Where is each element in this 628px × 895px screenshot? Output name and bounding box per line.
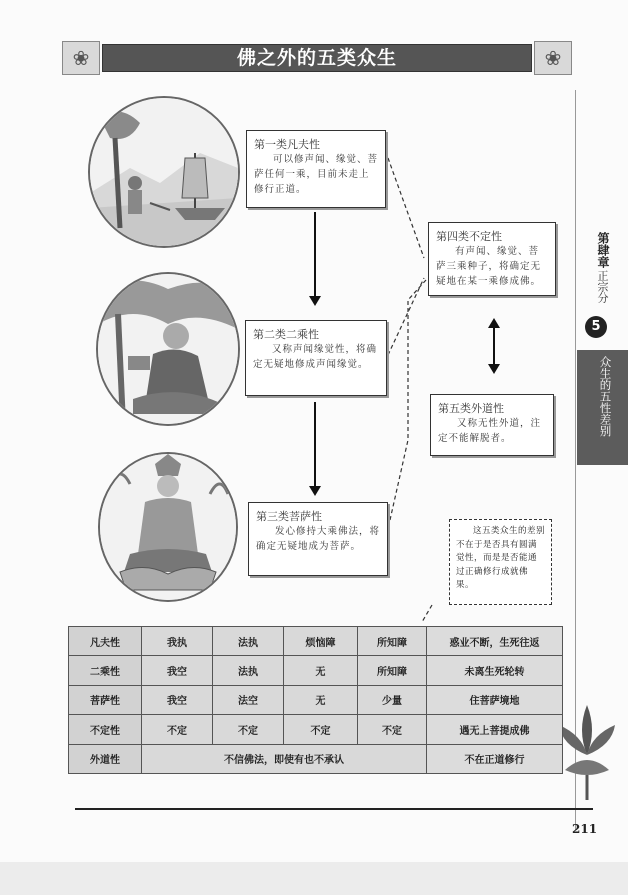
note-box: 这五类众生的差别不在于是否具有圆满觉性，而是是否能通过正确修行成就佛果。 xyxy=(449,519,552,605)
title-banner xyxy=(62,38,572,76)
lotus-flower-ornament-icon xyxy=(557,700,617,800)
table-cell: 惑业不断，生死往返 xyxy=(427,627,563,656)
table-cell: 未离生死轮转 xyxy=(427,656,563,685)
table-cell: 所知障 xyxy=(358,627,427,656)
table-cell: 不定 xyxy=(284,715,358,744)
sidebar-tab-label: 众生的五性差别 xyxy=(598,356,613,437)
table-cell: 二乘性 xyxy=(69,656,142,685)
table-cell: 外道性 xyxy=(69,744,142,773)
lotus-ornament-icon: ❀ xyxy=(62,41,100,75)
category-description: 又称声闻缘觉性，将确定无疑地修成声闻缘觉。 xyxy=(253,344,378,370)
bottom-rule xyxy=(75,808,593,810)
category-description: 可以修声闻、缘觉、菩萨任何一乘，目前未走上修行正道。 xyxy=(254,154,379,195)
category-title: 第一类凡夫性 xyxy=(254,138,320,151)
table-cell: 凡夫性 xyxy=(69,627,142,656)
table-cell: 法执 xyxy=(213,656,284,685)
table-cell: 菩萨性 xyxy=(69,685,142,714)
table-cell: 不定 xyxy=(213,715,284,744)
table-row xyxy=(69,715,563,744)
table-cell: 不定 xyxy=(142,715,213,744)
category-box-2 xyxy=(245,320,387,396)
category-title: 第三类菩萨性 xyxy=(256,510,322,523)
table-cell: 不在正道修行 xyxy=(427,744,563,773)
table-cell: 少量 xyxy=(358,685,427,714)
category-description: 有声闻、缘觉、菩萨三乘种子，将确定无疑地在某一乘修成佛。 xyxy=(436,246,542,287)
illustration-bodhisattva xyxy=(98,452,238,602)
sidebar-chapter: 第肆章 xyxy=(596,232,610,268)
table-cell: 不信佛法，即使有也不承认 xyxy=(142,744,427,773)
table-row xyxy=(69,656,563,685)
table-cell: 住菩萨境地 xyxy=(427,685,563,714)
sidebar-section: 正宗分 xyxy=(596,270,609,303)
table-cell: 无 xyxy=(284,656,358,685)
page-title: 佛之外的五类众生 xyxy=(236,47,397,69)
table-cell: 我空 xyxy=(142,656,213,685)
table-cell: 我执 xyxy=(142,627,213,656)
page-number: 211 xyxy=(572,822,598,836)
table-cell: 不定 xyxy=(358,715,427,744)
table-cell: 法空 xyxy=(213,685,284,714)
category-title: 第二类二乘性 xyxy=(253,328,319,341)
illustration-fisherman xyxy=(88,96,240,248)
category-description: 又称无性外道，注定不能解脱者。 xyxy=(438,418,542,444)
category-box-5 xyxy=(430,394,554,456)
table-cell: 我空 xyxy=(142,685,213,714)
comparison-table xyxy=(68,626,563,774)
category-title: 第四类不定性 xyxy=(436,230,502,243)
category-box-1 xyxy=(246,130,386,208)
category-title: 第五类外道性 xyxy=(438,402,504,415)
table-cell: 遇无上菩提成佛 xyxy=(427,715,563,744)
down-arrow xyxy=(314,402,316,488)
table-cell: 烦恼障 xyxy=(284,627,358,656)
table-cell: 法执 xyxy=(213,627,284,656)
table-row xyxy=(69,744,563,773)
title-bar xyxy=(102,44,532,72)
illustration-monk xyxy=(96,272,240,426)
category-description: 发心修持大乘佛法，将确定无疑地成为菩萨。 xyxy=(256,526,381,552)
lotus-ornament-icon: ❀ xyxy=(534,41,572,75)
table-row xyxy=(69,627,563,656)
down-arrow xyxy=(314,212,316,298)
category-box-4 xyxy=(428,222,556,296)
table-cell: 所知障 xyxy=(358,656,427,685)
category-box-3 xyxy=(248,502,388,576)
table-cell: 不定性 xyxy=(69,715,142,744)
double-arrow xyxy=(493,326,495,366)
page-edge xyxy=(0,862,628,895)
sidebar-tab xyxy=(577,350,628,465)
table-cell: 无 xyxy=(284,685,358,714)
table-row xyxy=(69,685,563,714)
section-number-badge: 5 xyxy=(585,316,607,338)
